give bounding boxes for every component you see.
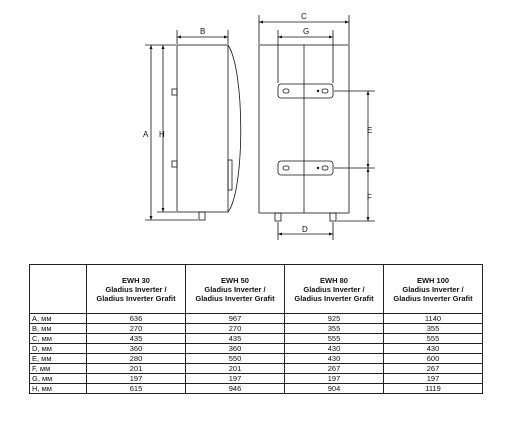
table-cell: 430 <box>285 354 384 364</box>
model-header <box>186 265 285 314</box>
table-cell: 925 <box>285 314 384 324</box>
model-series: Gladius Inverter / <box>204 284 266 294</box>
table-cell: 270 <box>186 324 285 334</box>
table-cell: 600 <box>384 354 483 364</box>
model-name: EWH 30 <box>122 275 150 285</box>
table-cell: 201 <box>87 364 186 374</box>
dim-label-h: H <box>159 130 165 139</box>
table-cell: 967 <box>186 314 285 324</box>
side-view <box>145 30 241 220</box>
table-cell: 270 <box>87 324 186 334</box>
model-header <box>285 265 384 314</box>
dim-label-e: E <box>367 126 373 135</box>
model-name: EWH 50 <box>221 275 249 285</box>
table-cell: 555 <box>384 334 483 344</box>
table-row <box>30 384 483 394</box>
table-cell: 1140 <box>384 314 483 324</box>
table-cell: 197 <box>186 374 285 384</box>
row-label: F, мм <box>30 364 87 374</box>
model-name: EWH 100 <box>416 275 450 285</box>
table-cell: 636 <box>87 314 186 324</box>
row-label: B, мм <box>30 324 87 334</box>
table-cell: 1119 <box>384 384 483 394</box>
model-name: EWH 80 <box>320 275 348 285</box>
table-cell: 615 <box>87 384 186 394</box>
table-cell: 280 <box>87 354 186 364</box>
table-row <box>30 314 483 324</box>
dim-label-a: A <box>143 130 149 139</box>
dimensions-table <box>29 264 483 394</box>
table-cell: 904 <box>285 384 384 394</box>
dim-label-d: D <box>302 225 308 234</box>
row-label: E, мм <box>30 354 87 364</box>
row-label: D, мм <box>30 344 87 354</box>
table-cell: 267 <box>384 364 483 374</box>
table-cell: 355 <box>285 324 384 334</box>
row-label: C, мм <box>30 334 87 344</box>
table-row <box>30 344 483 354</box>
table-row <box>30 334 483 344</box>
model-series: Gladius Inverter / <box>105 284 167 294</box>
table-row <box>30 364 483 374</box>
model-series: Gladius Inverter / <box>402 284 464 294</box>
dim-label-c: C <box>301 12 307 21</box>
table-cell: 435 <box>186 334 285 344</box>
row-label: H, мм <box>30 384 87 394</box>
table-cell: 360 <box>87 344 186 354</box>
table-cell: 201 <box>186 364 285 374</box>
table-row <box>30 354 483 364</box>
table-cell: 197 <box>285 374 384 384</box>
front-view <box>259 15 375 240</box>
model-variant: Gladius Inverter Grafit <box>294 293 374 303</box>
table-row <box>30 374 483 384</box>
table-cell: 550 <box>186 354 285 364</box>
table-cell: 197 <box>384 374 483 384</box>
table-cell: 430 <box>384 344 483 354</box>
row-label: A, мм <box>30 314 87 324</box>
row-label: G, мм <box>30 374 87 384</box>
model-header <box>87 265 186 314</box>
table-cell: 355 <box>384 324 483 334</box>
table-cell: 435 <box>87 334 186 344</box>
corner-header <box>30 265 87 314</box>
table-cell: 555 <box>285 334 384 344</box>
model-variant: Gladius Inverter Grafit <box>195 293 275 303</box>
dim-label-b: B <box>200 27 206 36</box>
model-series: Gladius Inverter / <box>303 284 365 294</box>
table-cell: 430 <box>285 344 384 354</box>
model-variant: Gladius Inverter Grafit <box>96 293 176 303</box>
table-header-row <box>30 265 483 314</box>
dim-label-f: F <box>367 193 372 202</box>
table-row <box>30 324 483 334</box>
dim-label-g: G <box>303 27 310 36</box>
table-cell: 360 <box>186 344 285 354</box>
model-variant: Gladius Inverter Grafit <box>393 293 473 303</box>
table-cell: 267 <box>285 364 384 374</box>
model-header <box>384 265 483 314</box>
table-cell: 946 <box>186 384 285 394</box>
table-cell: 197 <box>87 374 186 384</box>
